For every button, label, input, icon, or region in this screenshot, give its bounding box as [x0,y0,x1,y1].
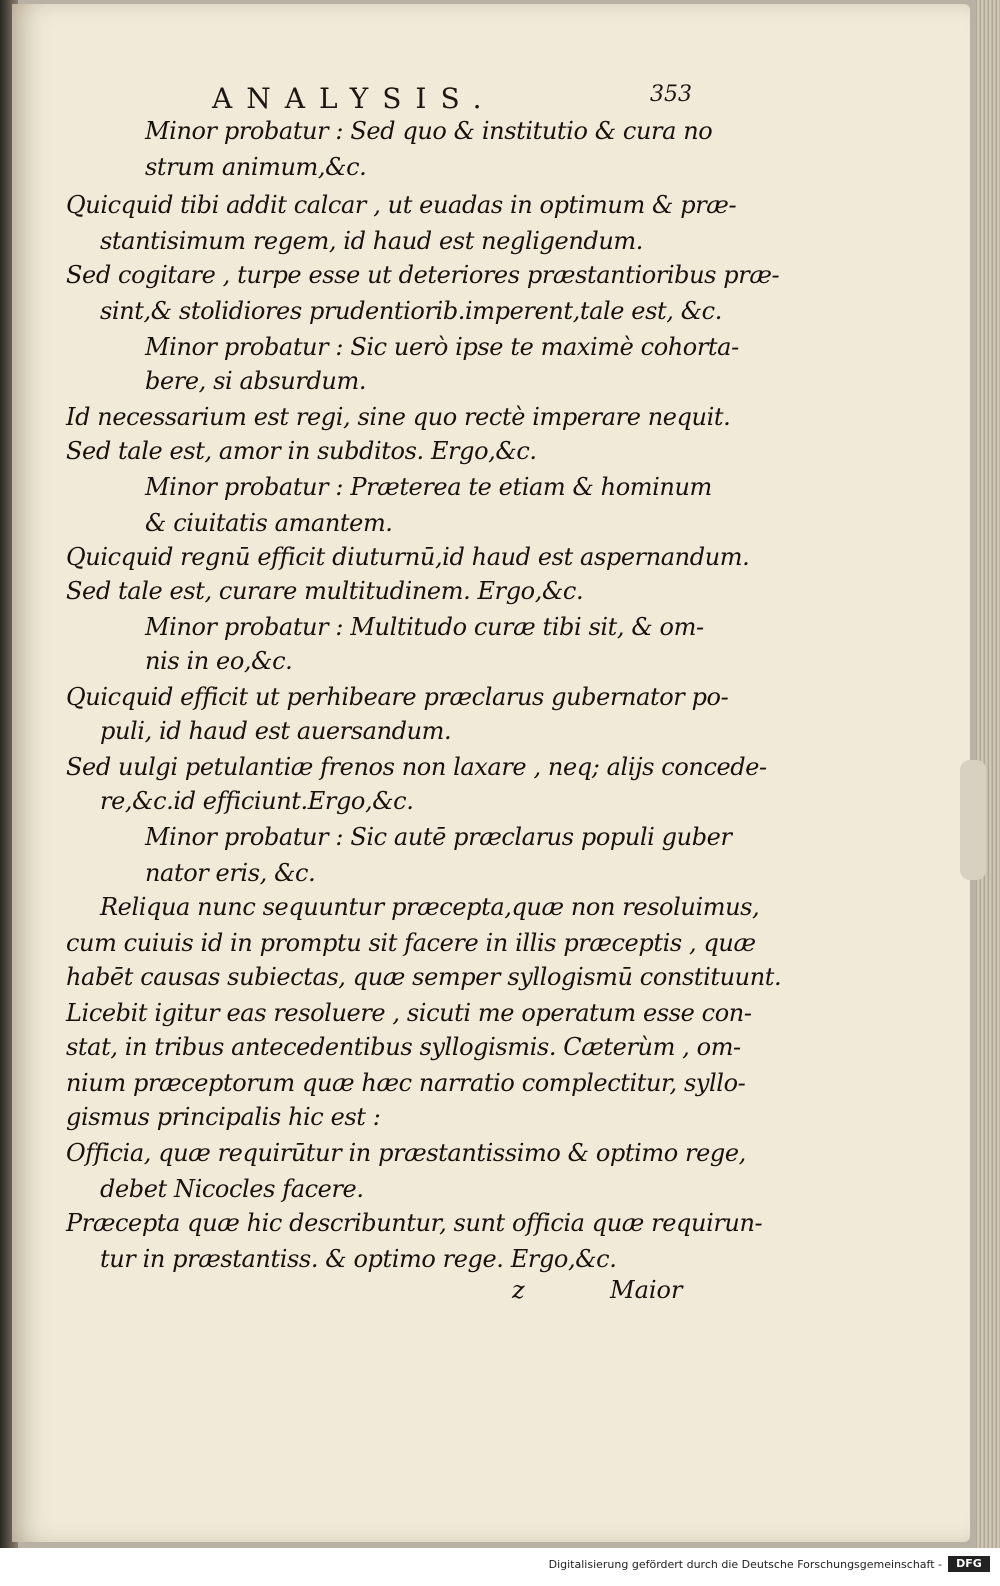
text-line: habēt causas subiectas, quæ semper syllogismū constituunt. [66,963,782,991]
text-line: Minor probatur : Sic uerò ipse te maximè cohorta- [145,333,739,361]
text-line: Sed tale est, curare multitudinem. Ergo,&c. [66,577,584,605]
text-line: Licebit igitur eas resoluere , sicuti me operatum esse con- [66,999,752,1027]
text-line: re,&c.id efficiunt.Ergo,&c. [100,787,414,815]
running-head: ANALYSIS. [212,82,496,115]
text-line: debet Nicocles facere. [100,1175,364,1203]
text-line: stat, in tribus antecedentibus syllogismis. Cæterùm , om- [66,1033,741,1061]
text-line: Quicquid regnū efficit diuturnū,id haud est aspernandum. [66,543,750,571]
text-line: Sed cogitare , turpe esse ut deteriores præstantioribus præ- [66,261,780,289]
text-line: Reliqua nunc sequuntur præcepta,quæ non resoluimus, [100,893,760,921]
text-line: Id necessarium est regi, sine quo rectè imperare nequit. [66,403,731,431]
text-line: Quicquid tibi addit calcar , ut euadas in optimum & præ- [66,191,737,219]
text-line: Præcepta quæ hic describuntur, sunt officia quæ requirun- [66,1209,763,1237]
text-line: & ciuitatis amantem. [145,509,393,537]
text-line: gismus principalis hic est : [66,1103,381,1131]
text-line: nator eris, &c. [145,859,316,887]
text-line: Sed tale est, amor in subditos. Ergo,&c. [66,437,537,465]
text-line: cum cuiuis id in promptu sit facere in illis præceptis , quæ [66,929,756,957]
text-line: puli, id haud est auersandum. [100,717,452,745]
text-line: nis in eo,&c. [145,647,293,675]
dfg-logo: DFG [948,1556,990,1572]
text-line: bere, si absurdum. [145,367,367,395]
catchword: Maior [610,1276,683,1304]
paper-tab [960,760,986,880]
text-line: tur in præstantiss. & optimo rege. Ergo,&c. [100,1245,617,1273]
text-line: Minor probatur : Præterea te etiam & hominum [145,473,712,501]
text-line: Quicquid efficit ut perhibeare præclarus gubernator po- [66,683,729,711]
footer-credit: Digitalisierung gefördert durch die Deutsche Forschungsgemeinschaft - [548,1558,942,1571]
text-line: Minor probatur : Multitudo curæ tibi sit, & om- [145,613,704,641]
text-line: sint,& stolidiores prudentiorib.imperent,tale est, &c. [100,297,722,325]
page-number: 353 [650,82,692,107]
text-line: nium præceptorum quæ hæc narratio complectitur, syllo- [66,1069,746,1097]
text-line: Sed uulgi petulantiæ frenos non laxare , neq; alijs concede- [66,753,767,781]
digitization-footer [0,1548,1000,1586]
text-line: Minor probatur : Sic autē præclarus populi guber [145,823,732,851]
text-line: stantisimum regem, id haud est negligendum. [100,227,643,255]
signature-mark: z [512,1276,525,1304]
text-line: Minor probatur : Sed quo & institutio & cura no [145,117,713,145]
text-line: strum animum,&c. [145,153,367,181]
text-line: Officia, quæ requirūtur in præstantissimo & optimo rege, [66,1139,746,1167]
